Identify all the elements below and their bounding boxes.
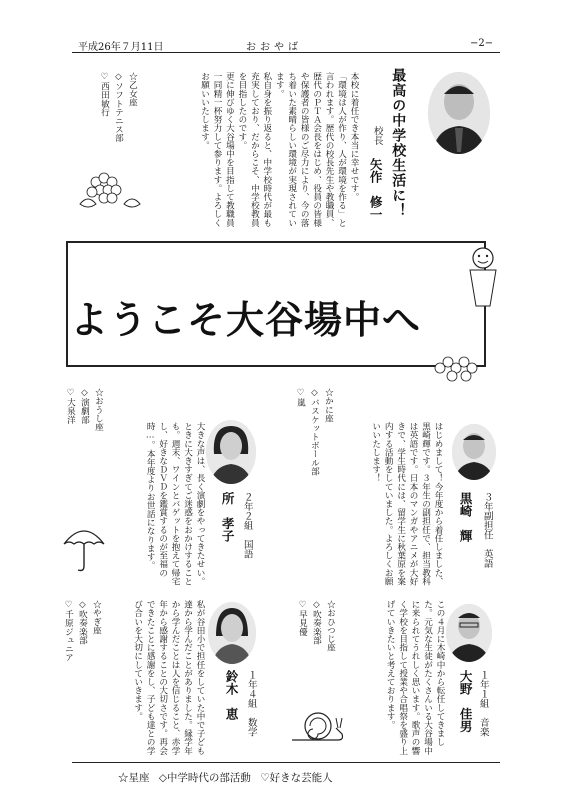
kurosaki-zodiac: ☆かに座 — [323, 388, 334, 423]
ono-club: ◇吹奏楽部 — [311, 600, 322, 645]
kurosaki-message: はじめまして！今年度から着任しました、黒崎輝です。３年生の副担任で、担当教科は英語です。日本のマンガやアニメが大好きで、学生時代には、留学生に秋葉原を案内する活動をしていました。よろしくお願いいたします！ — [370, 422, 443, 586]
ono-photo — [446, 604, 492, 662]
principal-club: ◇ソフトテニス部 — [113, 72, 124, 143]
suzuki-celebrity: ♡千原ジュニア — [63, 600, 74, 662]
principal-zodiac: ☆乙女座 — [127, 72, 138, 107]
issue-date: 平成26年７月11日 — [78, 42, 164, 53]
banner-title: ようこそ大谷場中へ — [70, 298, 422, 342]
tokoro-celebrity: ♡大泉洋 — [65, 388, 76, 424]
tokoro-photo — [206, 420, 256, 484]
kurosaki-club: ◇バスケットボール部 — [309, 388, 320, 476]
kurosaki-photo — [452, 424, 496, 480]
suzuki-role: １年４組 数学 — [245, 670, 257, 737]
principal-celebrity: ♡西田敏行 — [99, 72, 110, 117]
page-number: −2− — [470, 38, 494, 49]
ono-zodiac: ☆おひつじ座 — [325, 600, 336, 652]
suzuki-name: 鈴木 恵 — [224, 670, 240, 720]
suzuki-photo — [208, 602, 256, 664]
kurosaki-celebrity: ♡嵐 — [295, 388, 306, 407]
header-rule — [72, 52, 500, 53]
principal-photo — [428, 72, 490, 154]
footer-rule — [72, 762, 500, 763]
tokoro-zodiac: ☆おうし座 — [93, 388, 104, 431]
ono-role: １年１組 音楽 — [477, 670, 489, 737]
legend-celebrity: ♡好きな芸能人 — [260, 772, 333, 784]
newsletter-title: おおやば — [246, 42, 302, 53]
suzuki-zodiac: ☆やぎ座 — [91, 600, 102, 635]
legend-club: ◇中学時代の部活動 — [158, 772, 251, 784]
suzuki-club: ◇吹奏楽部 — [77, 600, 88, 645]
tokoro-name: 所 孝子 — [220, 492, 236, 542]
footer-legend — [118, 770, 333, 785]
umbrella-icon — [60, 522, 108, 578]
tokoro-message: 大きな声は、長く演劇をやってきたせい。ときに大きすぎてご迷惑をおかけすることも。週末、ワインとバゲットを抱えて帰宅し、好きなＤＶＤを鑑賞するのが至福の時…。本年度よりお世話になります。 — [145, 422, 205, 586]
tokoro-role: ２年２組 国語 — [241, 492, 253, 559]
principal-role: 校長 — [371, 126, 383, 145]
kurosaki-role: ３年副担任 英語 — [481, 492, 493, 568]
legend-zodiac: ☆星座 — [118, 772, 150, 784]
principal-name: 矢作 修一 — [368, 158, 384, 221]
principal-headline: 最高の中学校生活に！ — [390, 68, 407, 218]
kurosaki-name: 黒崎 輝 — [458, 492, 474, 542]
tokoro-club: ◇演劇部 — [79, 388, 90, 424]
ono-name: 大野 佳男 — [458, 670, 474, 733]
ono-message: この４月に木崎中から転任してきました。元気な生徒がたくさんいる大谷場中に来られてうれしく思います。歌声の響く学校を目指して授業や合唱祭を盛り上げていきたいと考えております。 — [385, 600, 445, 755]
principal-message: 本校に着任でき本当に幸せです。 「環境は人が作り、人が環境を作る」と言われます。歴代の校長先生や教職員、歴代のＰＴＡ会長をはじめ、役員の皆様や保護者の皆様のご尽力により、今の落ち着いた素晴らしい環境が実現されています。 私自身を振り返ると、中学校時代が最も充実しており、だからこそ、中学校教員を目指したのです。 更に伸びゆく大谷場中を目指して教職員一同精一杯努力して参ります。よろしくお願いいたします。 — [199, 72, 359, 227]
ono-celebrity: ♡早見優 — [297, 600, 308, 636]
suzuki-message: 私が谷田小で担任をしていた中で子ども達から学んだことがありました。縁学年から学んだことは人を信じること、赤学年から感謝することの大切さです。再会できたことに感謝をし、子ども達との学び合いを大切にしていきます。 — [132, 600, 205, 755]
